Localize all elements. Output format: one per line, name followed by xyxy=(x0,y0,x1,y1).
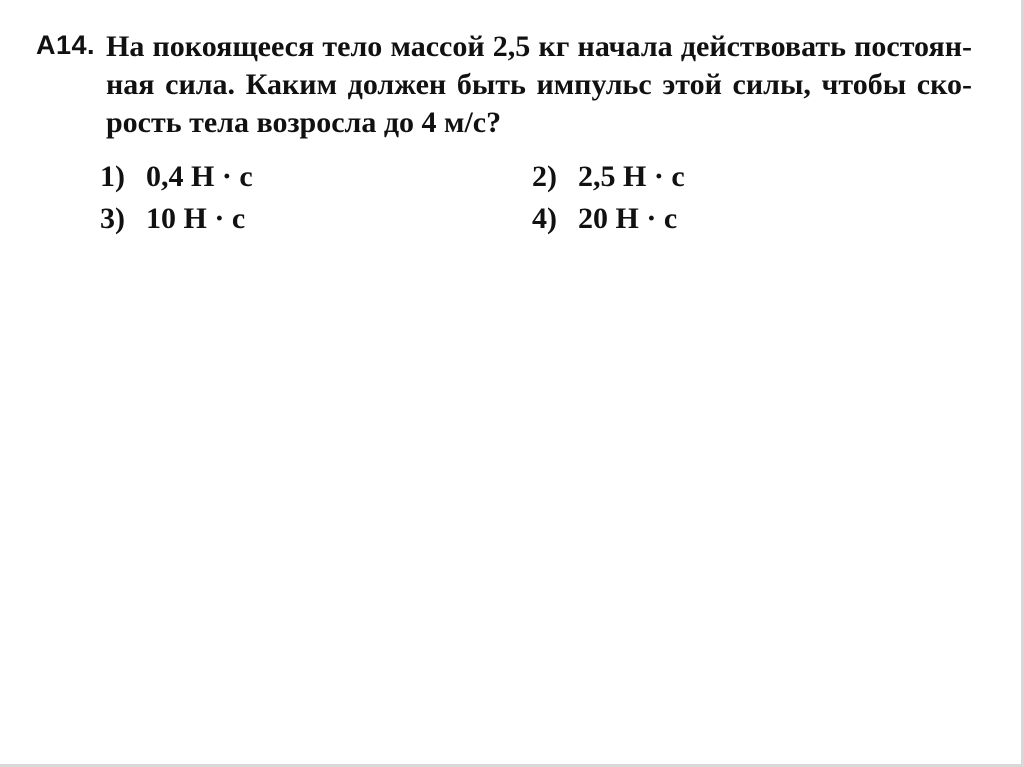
answer-text: 2,5 Н · с xyxy=(578,160,685,193)
answer-option-1 xyxy=(100,158,253,196)
answer-option-2 xyxy=(532,158,685,196)
problem-line-2: ная сила. Каким должен быть импульс этой силы, чтобы ско- xyxy=(106,68,972,101)
answer-marker: 1) xyxy=(100,160,125,193)
problem-number: А14. xyxy=(36,30,96,60)
answer-text: 20 Н · с xyxy=(578,202,678,235)
answer-marker: 2) xyxy=(532,160,557,193)
answer-option-4 xyxy=(532,200,677,238)
answer-marker: 4) xyxy=(532,202,557,235)
problem-line-1: На покоящееся тело массой 2,5 кг начала действовать постоян- xyxy=(106,30,972,63)
answer-option-3 xyxy=(100,200,245,238)
answer-text: 10 Н · с xyxy=(146,202,246,235)
problem-line-3: рость тела возросла до 4 м/с? xyxy=(106,106,502,139)
answer-marker: 3) xyxy=(100,202,125,235)
problem-statement xyxy=(106,28,976,142)
answer-text: 0,4 Н · с xyxy=(146,160,253,193)
